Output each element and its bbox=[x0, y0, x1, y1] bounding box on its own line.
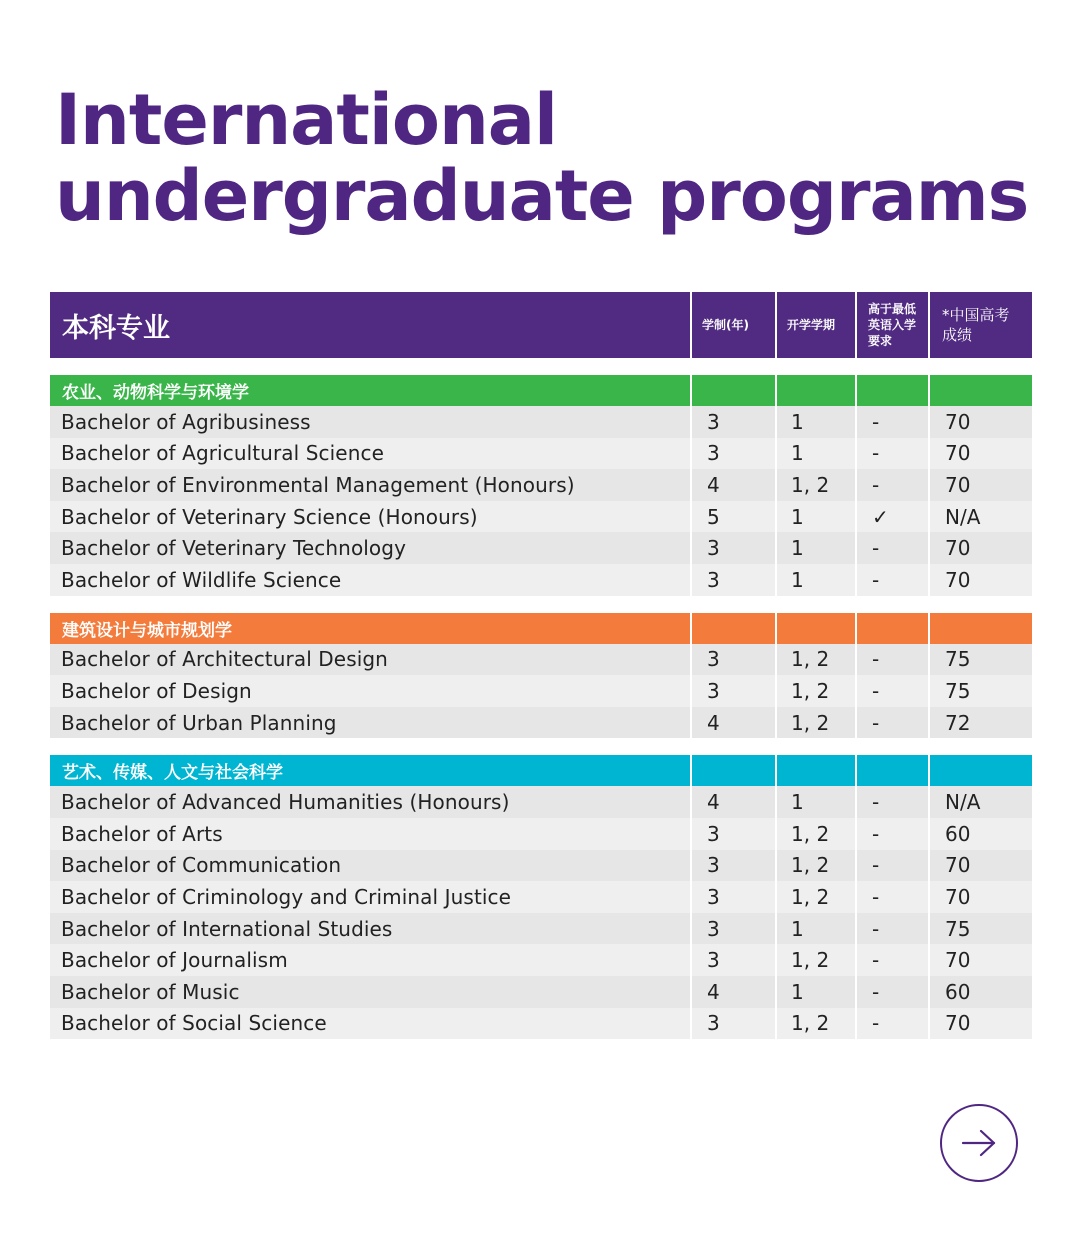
english-requirement: - bbox=[855, 644, 928, 676]
table-row bbox=[50, 707, 1032, 739]
section-header-cell bbox=[690, 755, 775, 786]
arrow-right-icon bbox=[961, 1129, 997, 1157]
table-row bbox=[50, 644, 1032, 676]
section-title: 建筑设计与城市规划学 bbox=[50, 613, 690, 644]
section-header-cell bbox=[775, 375, 855, 406]
programs-table bbox=[50, 292, 1032, 1039]
gaokao-score: N/A bbox=[928, 501, 1032, 533]
intake-semester: 1 bbox=[775, 532, 855, 564]
program-name: Bachelor of Criminology and Criminal Justice bbox=[61, 884, 512, 909]
program-name: Bachelor of International Studies bbox=[61, 916, 393, 941]
table-row bbox=[50, 438, 1032, 470]
section-spacer bbox=[50, 738, 1032, 755]
program-name: Bachelor of Veterinary Science (Honours) bbox=[61, 504, 478, 529]
duration-years: 4 bbox=[690, 469, 775, 501]
intake-semester: 1 bbox=[775, 976, 855, 1008]
intake-semester: 1, 2 bbox=[775, 469, 855, 501]
program-name: Bachelor of Journalism bbox=[61, 948, 288, 973]
intake-semester: 1, 2 bbox=[775, 707, 855, 739]
intake-semester: 1, 2 bbox=[775, 644, 855, 676]
section-header-cell bbox=[775, 613, 855, 644]
title-line-2: undergraduate programs bbox=[55, 155, 1029, 237]
table-header bbox=[50, 292, 1032, 358]
section-title: 艺术、传媒、人文与社会科学 bbox=[50, 755, 690, 786]
table-row bbox=[50, 501, 1032, 533]
intake-semester: 1 bbox=[775, 406, 855, 438]
gaokao-score: 70 bbox=[928, 881, 1032, 913]
gaokao-score: 72 bbox=[928, 707, 1032, 739]
program-name: Bachelor of Social Science bbox=[61, 1011, 327, 1036]
table-row bbox=[50, 564, 1032, 596]
intake-semester: 1, 2 bbox=[775, 675, 855, 707]
english-requirement: ✓ bbox=[855, 501, 928, 533]
duration-years: 4 bbox=[690, 786, 775, 818]
english-requirement: - bbox=[855, 564, 928, 596]
title-line-1: International bbox=[55, 79, 558, 161]
section-header bbox=[50, 613, 1032, 644]
gaokao-score: 70 bbox=[928, 532, 1032, 564]
intake-semester: 1 bbox=[775, 786, 855, 818]
english-requirement: - bbox=[855, 786, 928, 818]
program-name: Bachelor of Urban Planning bbox=[61, 710, 337, 735]
section-header-cell bbox=[928, 613, 1032, 644]
intake-semester: 1, 2 bbox=[775, 881, 855, 913]
duration-years: 3 bbox=[690, 675, 775, 707]
table-row bbox=[50, 469, 1032, 501]
gaokao-score: 60 bbox=[928, 976, 1032, 1008]
duration-years: 3 bbox=[690, 644, 775, 676]
program-name: Bachelor of Veterinary Technology bbox=[61, 536, 406, 561]
gaokao-score: 75 bbox=[928, 644, 1032, 676]
intake-semester: 1, 2 bbox=[775, 944, 855, 976]
table-row bbox=[50, 532, 1032, 564]
english-requirement: - bbox=[855, 850, 928, 882]
english-requirement: - bbox=[855, 1008, 928, 1040]
table-row bbox=[50, 675, 1032, 707]
duration-years: 3 bbox=[690, 913, 775, 945]
program-name: Bachelor of Wildlife Science bbox=[61, 567, 342, 592]
section-spacer bbox=[50, 358, 1032, 375]
duration-years: 3 bbox=[690, 564, 775, 596]
program-name: Bachelor of Architectural Design bbox=[61, 647, 388, 672]
program-name: Bachelor of Design bbox=[61, 678, 252, 703]
duration-years: 5 bbox=[690, 501, 775, 533]
gaokao-score: 70 bbox=[928, 406, 1032, 438]
intake-semester: 1, 2 bbox=[775, 1008, 855, 1040]
english-requirement: - bbox=[855, 976, 928, 1008]
english-requirement: - bbox=[855, 532, 928, 564]
table-row bbox=[50, 406, 1032, 438]
duration-years: 3 bbox=[690, 438, 775, 470]
intake-semester: 1, 2 bbox=[775, 850, 855, 882]
section-header-cell bbox=[690, 613, 775, 644]
section-header-cell bbox=[928, 375, 1032, 406]
table-row bbox=[50, 944, 1032, 976]
program-name: Bachelor of Advanced Humanities (Honours) bbox=[61, 790, 510, 815]
duration-years: 3 bbox=[690, 1008, 775, 1040]
english-requirement: - bbox=[855, 406, 928, 438]
intake-semester: 1, 2 bbox=[775, 818, 855, 850]
english-requirement: - bbox=[855, 913, 928, 945]
section-header-cell bbox=[775, 755, 855, 786]
table-row bbox=[50, 881, 1032, 913]
duration-years: 4 bbox=[690, 707, 775, 739]
english-requirement: - bbox=[855, 675, 928, 707]
gaokao-score: 70 bbox=[928, 438, 1032, 470]
header-gaokao-score: *中国高考成绩 bbox=[928, 292, 1032, 358]
program-name: Bachelor of Agricultural Science bbox=[61, 441, 384, 466]
english-requirement: - bbox=[855, 707, 928, 739]
section-header-cell bbox=[855, 375, 928, 406]
duration-years: 3 bbox=[690, 818, 775, 850]
duration-years: 4 bbox=[690, 976, 775, 1008]
table-row bbox=[50, 818, 1032, 850]
gaokao-score: 70 bbox=[928, 850, 1032, 882]
header-program: 本科专业 bbox=[62, 312, 170, 344]
table-row bbox=[50, 786, 1032, 818]
english-requirement: - bbox=[855, 469, 928, 501]
program-name: Bachelor of Communication bbox=[61, 853, 342, 878]
table-row bbox=[50, 1008, 1032, 1040]
next-button[interactable] bbox=[940, 1104, 1018, 1182]
gaokao-score: 75 bbox=[928, 913, 1032, 945]
intake-semester: 1 bbox=[775, 913, 855, 945]
english-requirement: - bbox=[855, 438, 928, 470]
gaokao-score: N/A bbox=[928, 786, 1032, 818]
header-intake: 开学学期 bbox=[775, 292, 855, 358]
section-header-cell bbox=[928, 755, 1032, 786]
duration-years: 3 bbox=[690, 406, 775, 438]
program-name: Bachelor of Agribusiness bbox=[61, 409, 311, 434]
intake-semester: 1 bbox=[775, 564, 855, 596]
english-requirement: - bbox=[855, 818, 928, 850]
program-name: Bachelor of Music bbox=[61, 979, 240, 1004]
section-header-cell bbox=[855, 613, 928, 644]
gaokao-score: 70 bbox=[928, 469, 1032, 501]
section-header-cell bbox=[855, 755, 928, 786]
duration-years: 3 bbox=[690, 944, 775, 976]
header-duration: 学制(年) bbox=[690, 292, 775, 358]
section-header bbox=[50, 755, 1032, 786]
section-header bbox=[50, 375, 1032, 406]
program-name: Bachelor of Arts bbox=[61, 821, 223, 846]
section-title: 农业、动物科学与环境学 bbox=[50, 375, 690, 406]
section-header-cell bbox=[690, 375, 775, 406]
header-english-requirement: 高于最低英语入学要求 bbox=[855, 292, 928, 358]
intake-semester: 1 bbox=[775, 438, 855, 470]
duration-years: 3 bbox=[690, 532, 775, 564]
english-requirement: - bbox=[855, 881, 928, 913]
gaokao-score: 70 bbox=[928, 944, 1032, 976]
table-row bbox=[50, 850, 1032, 882]
page-title bbox=[55, 79, 1029, 237]
duration-years: 3 bbox=[690, 881, 775, 913]
duration-years: 3 bbox=[690, 850, 775, 882]
gaokao-score: 70 bbox=[928, 564, 1032, 596]
table-row bbox=[50, 913, 1032, 945]
intake-semester: 1 bbox=[775, 501, 855, 533]
gaokao-score: 75 bbox=[928, 675, 1032, 707]
english-requirement: - bbox=[855, 944, 928, 976]
table-row bbox=[50, 976, 1032, 1008]
section-spacer bbox=[50, 596, 1032, 613]
gaokao-score: 60 bbox=[928, 818, 1032, 850]
program-name: Bachelor of Environmental Management (Honours) bbox=[61, 472, 575, 497]
gaokao-score: 70 bbox=[928, 1008, 1032, 1040]
